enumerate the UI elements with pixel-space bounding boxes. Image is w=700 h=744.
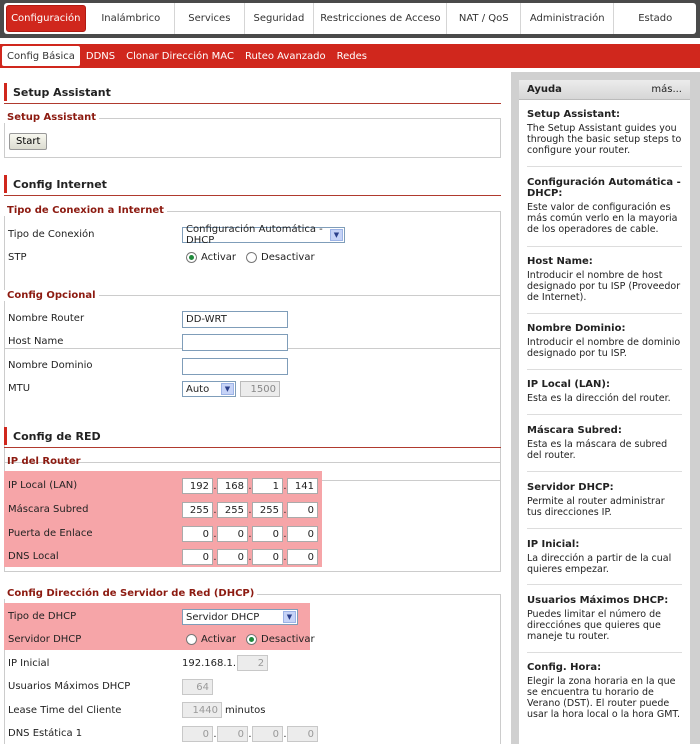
mask-octet[interactable]: 255 — [182, 502, 213, 518]
stp-desactivar-radio[interactable] — [246, 252, 257, 263]
stp-activar-radio[interactable] — [186, 252, 197, 263]
max-users-input[interactable]: 64 — [182, 679, 213, 695]
tab-configuracion[interactable]: Configuración — [6, 5, 86, 32]
subtab-redes[interactable]: Redes — [336, 50, 368, 62]
section-divider — [4, 195, 501, 196]
help-divider — [527, 166, 682, 167]
help-title: Ayuda — [527, 84, 562, 95]
help-item-text: Introducir el nombre de host designado por tu ISP (Proveedor de Internet). — [527, 270, 681, 303]
help-item — [527, 109, 682, 156]
lease-input[interactable]: 1440 — [182, 702, 222, 718]
opt-legend: Config Opcional — [4, 290, 99, 301]
domain-input[interactable] — [182, 358, 288, 375]
help-item — [527, 595, 682, 642]
help-divider — [527, 414, 682, 415]
conn-legend: Tipo de Conexion a Internet — [4, 205, 167, 216]
tab-nat-qos[interactable]: NAT / QoS — [447, 3, 521, 34]
help-item — [527, 379, 682, 404]
ip-legend: IP del Router — [7, 456, 81, 467]
subtab-ddns[interactable]: DDNS — [85, 50, 116, 62]
help-item-title: Config. Hora: — [527, 662, 602, 673]
help-divider — [527, 584, 682, 585]
dhcp-activar-label: Activar — [201, 633, 237, 645]
mask-field: 255 . 255 . 255 . 0 — [182, 501, 318, 519]
help-divider — [527, 246, 682, 247]
dns-field: 0 . 0 . 0 . 0 — [182, 548, 318, 566]
section-divider — [4, 447, 501, 448]
help-item — [527, 482, 682, 518]
help-divider — [527, 369, 682, 370]
stp-activar-label: Activar — [201, 251, 237, 263]
start-ip-prefix: 192.168.1. — [182, 657, 237, 669]
setup-legend: Setup Assistant — [4, 112, 99, 123]
tab-restricciones[interactable]: Restricciones de Acceso — [314, 3, 447, 34]
chevron-down-icon: ▼ — [283, 611, 296, 623]
dns-octet[interactable]: 0 — [252, 549, 283, 565]
local-ip-octet[interactable]: 192 — [182, 478, 213, 494]
top-nav-bar — [0, 0, 700, 38]
conn-type-label: Tipo de Conexión — [8, 228, 95, 240]
local-ip-octet[interactable]: 141 — [287, 478, 318, 494]
help-item-text: Esta es la dirección del router. — [527, 393, 671, 404]
start-button[interactable]: Start — [9, 133, 47, 150]
help-item — [527, 323, 682, 359]
help-item-text: Permite al router administrar tus direcciones IP. — [527, 496, 665, 518]
start-ip-last-input[interactable]: 2 — [237, 655, 268, 671]
section-title-setup: Setup Assistant — [4, 83, 111, 101]
help-item — [527, 539, 682, 575]
help-item — [527, 662, 682, 720]
help-item-title: IP Local (LAN): — [527, 379, 610, 390]
mask-octet[interactable]: 0 — [287, 502, 318, 518]
help-item-title: Host Name: — [527, 256, 593, 267]
local-ip-label: IP Local (LAN) — [8, 479, 78, 491]
conn-type-value: Configuración Automática - DHCP — [186, 224, 323, 246]
max-users-label: Usuarios Máximos DHCP — [8, 680, 131, 692]
dhcp-type-value: Servidor DHCP — [186, 611, 260, 623]
help-item-title: Setup Assistant: — [527, 109, 620, 120]
gateway-octet[interactable]: 0 — [252, 526, 283, 542]
help-item-title: Usuarios Máximos DHCP: — [527, 595, 669, 606]
dns-octet[interactable]: 0 — [287, 549, 318, 565]
help-item-text: Este valor de configuración es más común verlo en la mayoria de los operadores de cable. — [527, 202, 678, 235]
tab-administracion[interactable]: Administración — [521, 3, 614, 34]
static-dns-label: DNS Estática 1 — [8, 727, 83, 739]
local-ip-field: 192 . 168 . 1 . 141 — [182, 477, 318, 495]
mtu-select[interactable] — [182, 381, 236, 397]
dhcp-type-select[interactable] — [182, 609, 298, 625]
dns-label: DNS Local — [8, 550, 59, 562]
dns-octet[interactable]: 0 — [182, 549, 213, 565]
section-title-red: Config de RED — [4, 427, 101, 445]
help-item-title: Servidor DHCP: — [527, 482, 614, 493]
section-title-internet: Config Internet — [4, 175, 107, 193]
tab-seguridad[interactable]: Seguridad — [245, 3, 315, 34]
gateway-field: 0 . 0 . 0 . 0 — [182, 525, 318, 543]
router-name-label: Nombre Router — [8, 312, 85, 324]
help-header — [519, 80, 690, 100]
help-item-text: Introducir el nombre de dominio designado por tu ISP. — [527, 337, 681, 359]
help-sidebar — [511, 72, 700, 744]
gateway-label: Puerta de Enlace — [8, 527, 93, 539]
help-item-text: The Setup Assistant guides you through the basic setup steps to configure your router. — [527, 123, 682, 156]
domain-label: Nombre Dominio — [8, 359, 93, 371]
help-item — [527, 177, 682, 235]
static-dns-field: 0 . 0 . 0 . 0 — [182, 725, 318, 743]
tab-services[interactable]: Services — [175, 3, 245, 34]
chevron-down-icon: ▼ — [330, 229, 343, 241]
dhcp-type-label: Tipo de DHCP — [8, 610, 77, 622]
help-item-title: Nombre Dominio: — [527, 323, 626, 334]
mtu-mode-value: Auto — [186, 383, 210, 395]
dns-octet[interactable]: 0 — [217, 549, 248, 565]
gateway-octet[interactable]: 0 — [182, 526, 213, 542]
host-name-input[interactable] — [182, 334, 288, 351]
dhcp-activar-radio[interactable] — [186, 634, 197, 645]
help-divider — [527, 652, 682, 653]
tab-inalambrico[interactable]: Inalámbrico — [88, 3, 175, 34]
stp-label: STP — [8, 251, 27, 263]
help-divider — [527, 528, 682, 529]
help-item-title: Máscara Subred: — [527, 425, 622, 436]
help-item-text: Puedes limitar el número de direcciónes que quieres que maneje tu router. — [527, 609, 661, 642]
help-item-title: IP Inicial: — [527, 539, 580, 550]
router-name-input[interactable]: DD-WRT — [182, 311, 288, 328]
help-item-title: Configuración Automática - DHCP: — [527, 177, 681, 199]
mtu-label: MTU — [8, 382, 31, 394]
chevron-down-icon: ▼ — [221, 383, 234, 395]
subtab-clonar-mac[interactable]: Clonar Dirección MAC — [126, 50, 234, 62]
stp-desactivar-label: Desactivar — [261, 251, 315, 263]
help-item-text: La dirección a partir de la cual quieres empezar. — [527, 553, 672, 575]
conn-type-select[interactable] — [182, 224, 345, 246]
subtab-ruteo-avanzado[interactable]: Ruteo Avanzado — [244, 50, 326, 62]
sub-nav-bar — [0, 44, 700, 68]
setup-fieldset — [4, 118, 501, 158]
mask-label: Máscara Subred — [8, 503, 89, 515]
tab-estado[interactable]: Estado — [638, 13, 673, 24]
help-item — [527, 256, 682, 303]
subtab-config-basica[interactable]: Config Básica — [2, 46, 80, 66]
static-dns-octet[interactable]: 0 — [287, 726, 318, 742]
gateway-octet[interactable]: 0 — [217, 526, 248, 542]
gateway-octet[interactable]: 0 — [287, 526, 318, 542]
help-item-text: Elegir la zona horaria en la que se encuentra tu horario de Verano (DST). El router puede usar la hora local o la hora GMT. — [527, 676, 681, 720]
main-tabs — [4, 3, 696, 34]
help-divider — [527, 471, 682, 472]
dhcp-desactivar-radio[interactable] — [246, 634, 257, 645]
help-more-link[interactable]: más... — [651, 84, 682, 95]
section-divider — [4, 103, 501, 104]
local-ip-octet[interactable]: 1 — [252, 478, 283, 494]
help-divider — [527, 313, 682, 314]
local-ip-octet[interactable]: 168 — [217, 478, 248, 494]
start-ip-label: IP Inicial — [8, 657, 50, 669]
help-item-text: Esta es la máscara de subred del router. — [527, 439, 668, 461]
static-dns-octet[interactable]: 0 — [217, 726, 248, 742]
mask-octet[interactable]: 255 — [217, 502, 248, 518]
mask-octet[interactable]: 255 — [252, 502, 283, 518]
lease-label: Lease Time del Cliente — [8, 704, 122, 716]
static-dns-octet[interactable]: 0 — [252, 726, 283, 742]
mtu-value-input[interactable]: 1500 — [240, 381, 280, 397]
dhcp-desactivar-label: Desactivar — [261, 633, 315, 645]
static-dns-octet[interactable]: 0 — [182, 726, 213, 742]
host-name-label: Host Name — [8, 335, 64, 347]
help-item — [527, 425, 682, 461]
dhcp-server-label: Servidor DHCP — [8, 633, 82, 645]
dhcp-legend: Config Dirección de Servidor de Red (DHCP) — [4, 588, 257, 599]
lease-unit: minutos — [225, 704, 266, 716]
